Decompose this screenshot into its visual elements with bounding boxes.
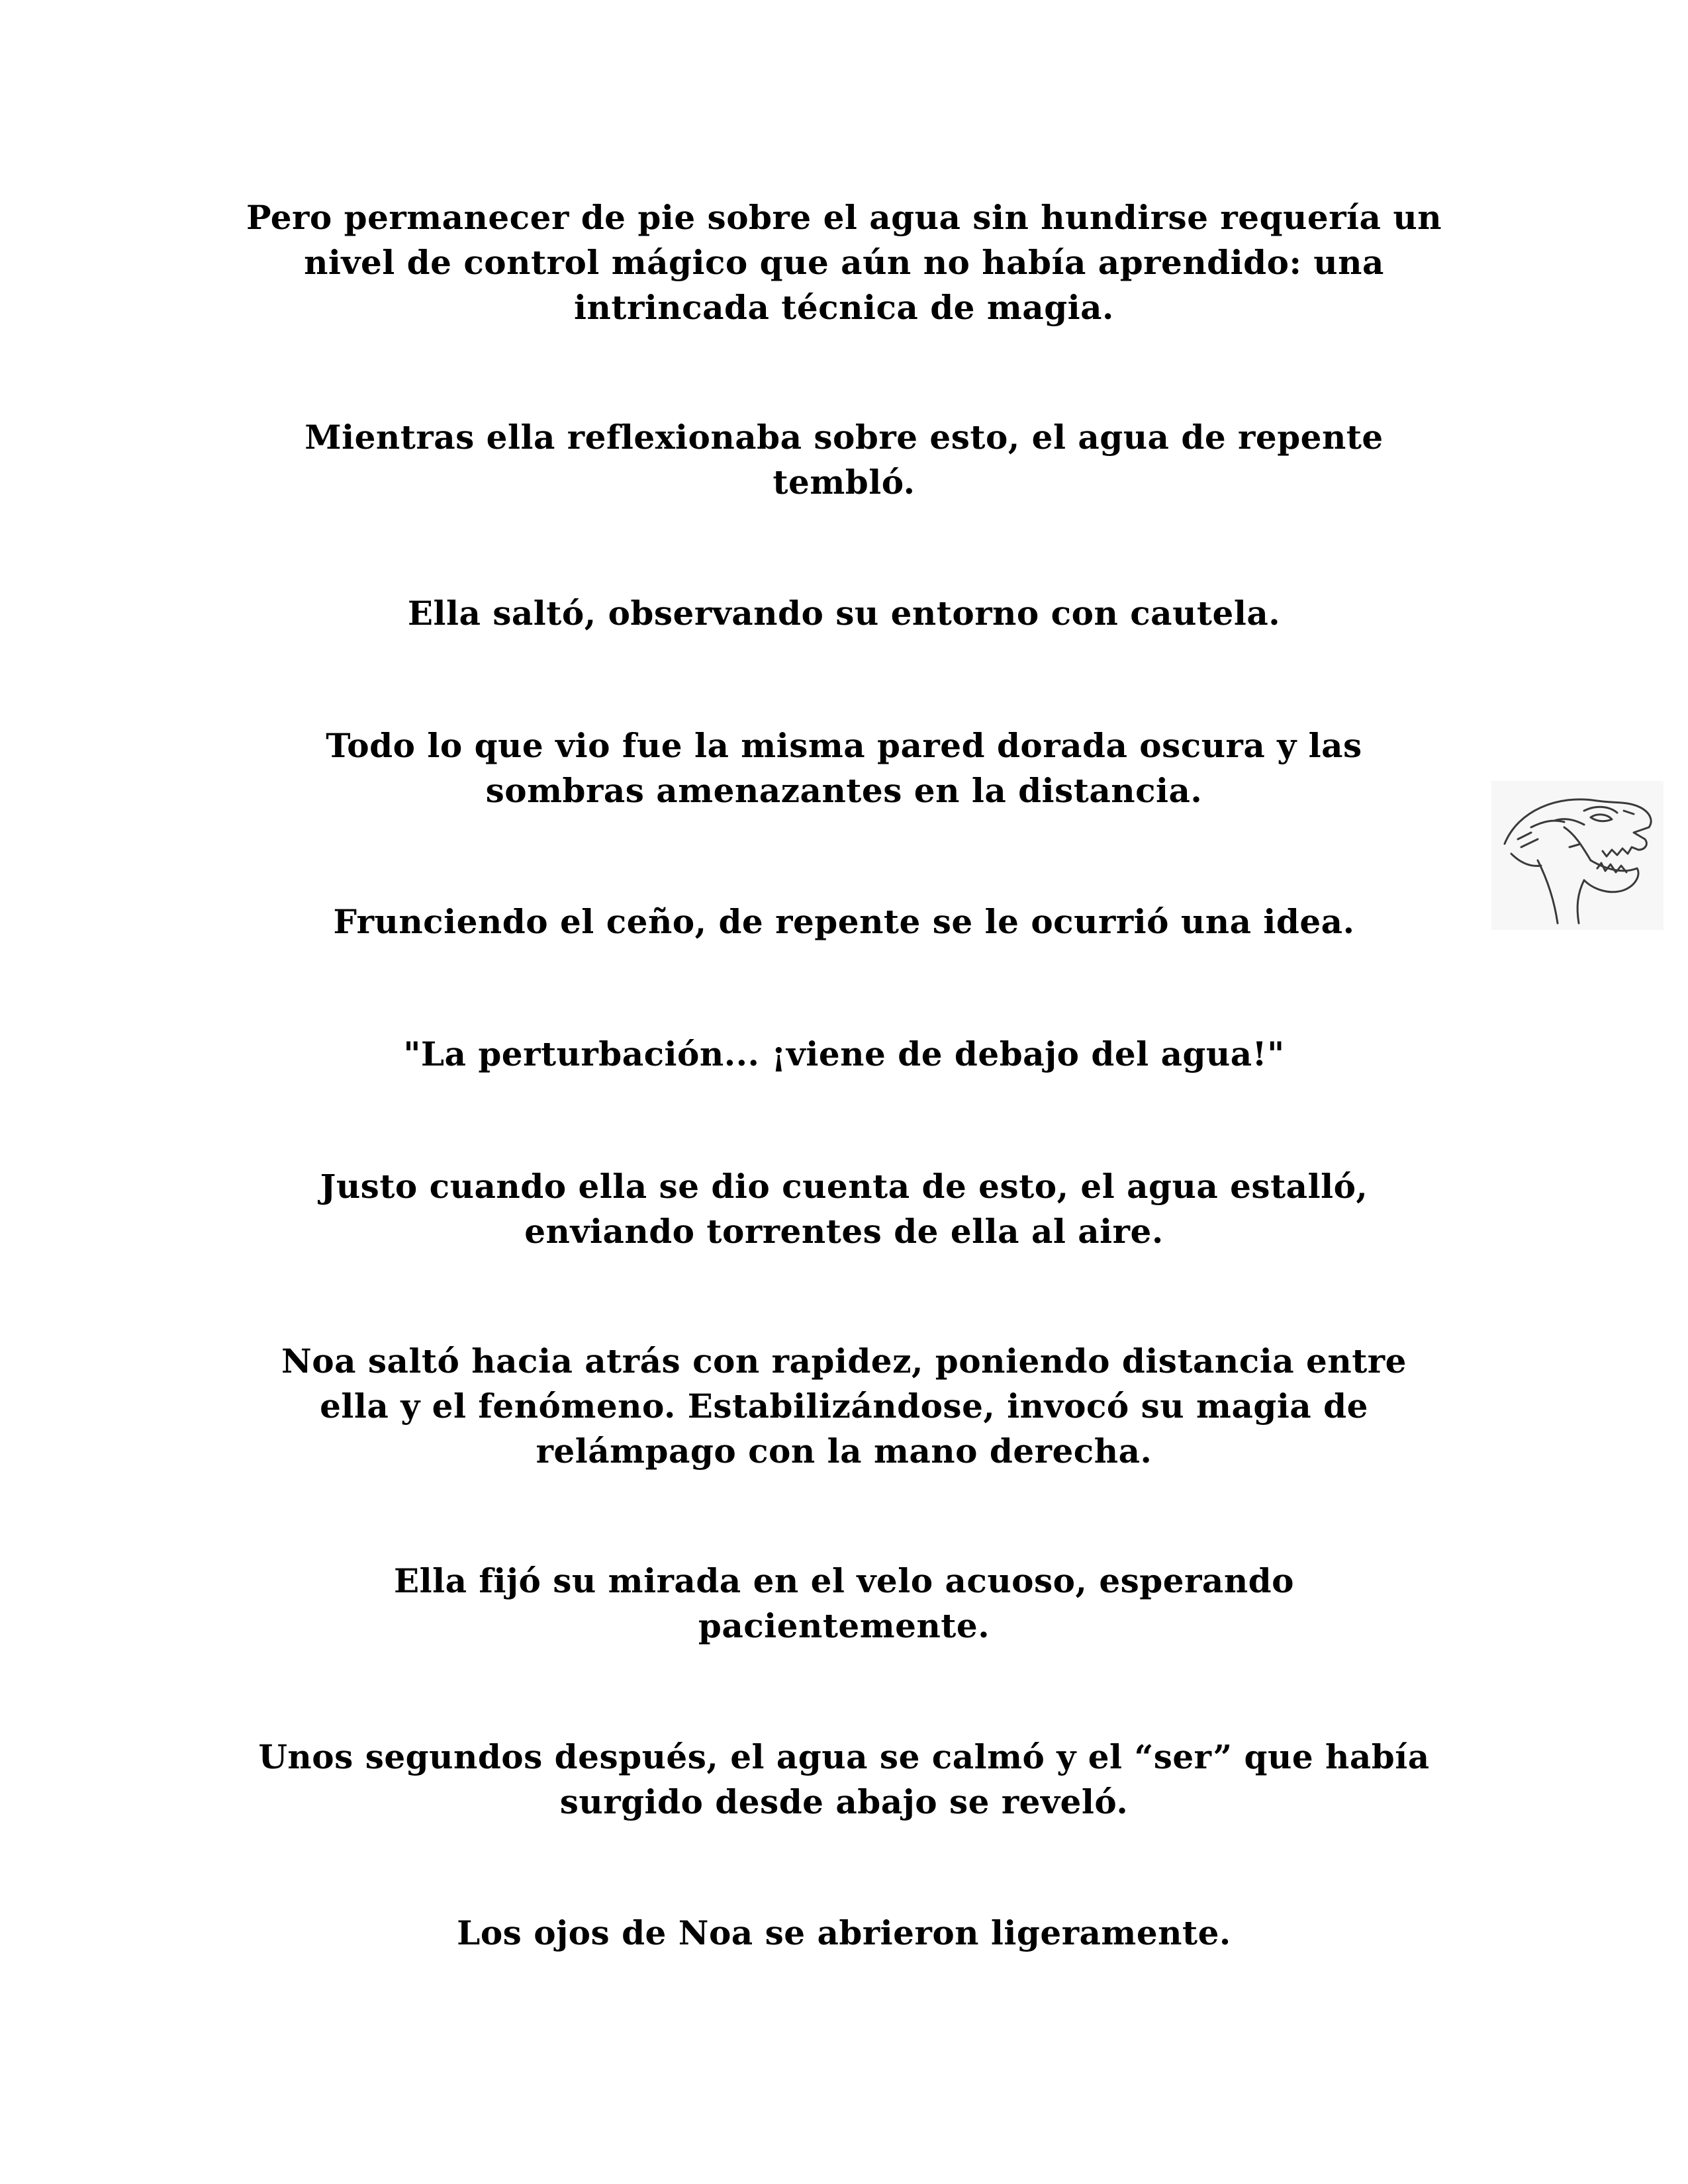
dinosaur-head-sketch-icon (1491, 781, 1664, 930)
paragraph-5: Frunciendo el ceño, de repente se le ocurrió una idea. (333, 902, 1355, 941)
paragraph-3: Ella saltó, observando su entorno con cautela. (407, 594, 1281, 633)
paragraph-2: Mientras ella reflexionaba sobre esto, el agua de repente tembló. (305, 418, 1383, 502)
paragraph-8: Noa saltó hacia atrás con rapidez, poniendo distancia entre ella y el fenómeno. Estabilizándose, invocó su magia de relámpago con la mano derecha. (281, 1342, 1407, 1471)
paragraph-10: Unos segundos después, el agua se calmó y el “ser” que había surgido desde abajo se reveló. (258, 1737, 1430, 1821)
paragraph-1: Pero permanecer de pie sobre el agua sin hundirse requería un nivel de control mágico que aún no había aprendido: una intrincada técnica de magia. (246, 198, 1442, 327)
paragraph-7: Justo cuando ella se dio cuenta de esto, el agua estalló, enviando torrentes de ella al aire. (320, 1167, 1368, 1251)
paragraph-4: Todo lo que vio fue la misma pared dorada oscura y las sombras amenazantes en la distancia. (326, 726, 1362, 810)
paragraph-6: "La perturbación... ¡viene de debajo del agua!" (403, 1034, 1285, 1073)
paragraph-9: Ella fijó su mirada en el velo acuoso, esperando pacientemente. (394, 1561, 1294, 1645)
paragraph-11: Los ojos de Noa se abrieron ligeramente. (457, 1913, 1231, 1952)
